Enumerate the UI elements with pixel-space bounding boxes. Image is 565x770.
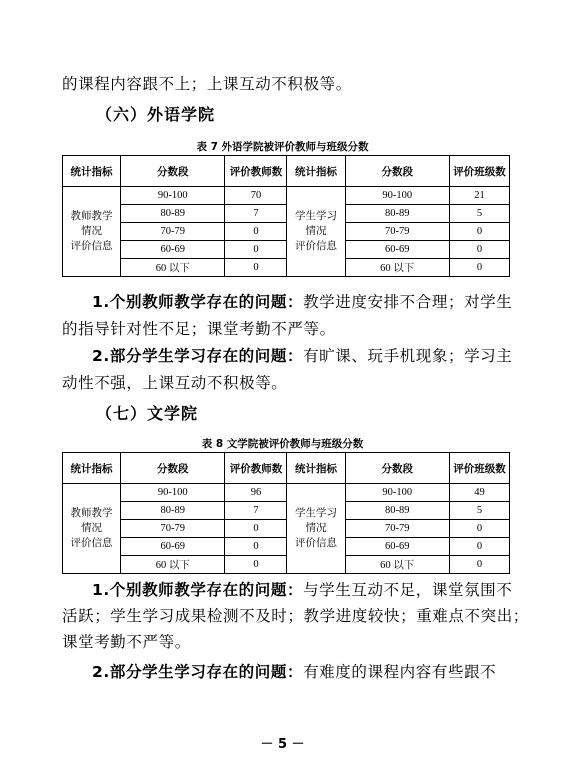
table-row	[63, 223, 510, 241]
paragraph-teacher-issues-cont: 的指导针对性不足；课堂考勤不严等。	[62, 320, 336, 338]
issue-text: 教学进度安排不合理；对学生	[303, 293, 513, 311]
teacher-count: 0	[225, 241, 287, 259]
teacher-count: 7	[225, 502, 287, 520]
score-range: 80-89	[121, 502, 225, 520]
label-line: 学生学习	[295, 211, 338, 222]
table-row	[63, 556, 510, 574]
header-stat: 统计指标	[287, 156, 345, 187]
class-count: 0	[449, 556, 509, 574]
table-row	[63, 241, 510, 259]
score-range: 90-100	[121, 187, 225, 205]
header-stat: 统计指标	[63, 156, 121, 187]
header-score: 分数段	[345, 156, 449, 187]
score-range: 90-100	[121, 484, 225, 502]
header-stat: 统计指标	[287, 453, 345, 484]
score-range: 70-79	[345, 520, 449, 538]
table-row	[63, 259, 510, 277]
label-line: 教师教学	[70, 508, 113, 519]
table-header-row	[63, 156, 510, 187]
table-row	[63, 538, 510, 556]
score-range: 70-79	[121, 520, 225, 538]
score-range: 60 以下	[345, 259, 449, 277]
teacher-count: 0	[225, 223, 287, 241]
paragraph-continuation: 的课程内容跟不上；上课互动不积极等。	[62, 75, 352, 93]
label-line: 情况	[305, 523, 327, 534]
label-line: 评价信息	[70, 241, 113, 252]
paragraph-teacher-issues	[92, 579, 512, 601]
paragraph-student-issues	[92, 661, 496, 683]
teacher-count: 96	[225, 484, 287, 502]
teacher-count: 0	[225, 259, 287, 277]
score-range: 60-69	[121, 538, 225, 556]
score-range: 70-79	[345, 223, 449, 241]
class-count: 5	[449, 205, 509, 223]
table-caption-7: 表 7 外语学院被评价教师与班级分数	[196, 141, 369, 153]
student-eval-label	[287, 484, 345, 574]
section-heading-foreign-languages: （六）外语学院	[96, 105, 216, 124]
issue-title: 1.个别教师教学存在的问题：	[92, 581, 304, 599]
header-class-count: 评价班级数	[449, 453, 509, 484]
teacher-count: 0	[225, 556, 287, 574]
label-line: 情况	[305, 226, 327, 237]
table-row	[63, 502, 510, 520]
paragraph-teacher-issues-cont: 课堂考勤不严等。	[62, 633, 191, 651]
header-class-count: 评价班级数	[449, 156, 509, 187]
label-line: 教师教学	[70, 211, 113, 222]
score-range: 60-69	[345, 538, 449, 556]
score-range: 80-89	[121, 205, 225, 223]
paragraph-student-issues	[92, 345, 512, 367]
label-line: 评价信息	[70, 538, 113, 549]
issue-title: 2.部分学生学习存在的问题：	[92, 663, 304, 681]
label-line: 情况	[81, 226, 103, 237]
header-score: 分数段	[121, 156, 225, 187]
score-range: 60-69	[121, 241, 225, 259]
score-range: 80-89	[345, 205, 449, 223]
table-caption-8: 表 8 文学院被评价教师与班级分数	[201, 438, 364, 450]
header-teacher-count: 评价教师数	[225, 453, 287, 484]
class-count: 5	[449, 502, 509, 520]
table-row	[63, 520, 510, 538]
table-header-row	[63, 453, 510, 484]
header-score: 分数段	[345, 453, 449, 484]
score-table-8	[62, 452, 510, 574]
table-row	[63, 484, 510, 502]
class-count: 0	[449, 259, 509, 277]
issue-text: 有旷课、玩手机现象；学习主	[303, 347, 513, 365]
score-range: 90-100	[345, 484, 449, 502]
paragraph-teacher-issues	[92, 291, 512, 313]
issue-title: 2.部分学生学习存在的问题：	[92, 347, 304, 365]
score-range: 60 以下	[121, 556, 225, 574]
header-teacher-count: 评价教师数	[225, 156, 287, 187]
class-count: 0	[449, 520, 509, 538]
header-stat: 统计指标	[63, 453, 121, 484]
class-count: 21	[449, 187, 509, 205]
teacher-count: 7	[225, 205, 287, 223]
teacher-eval-label	[63, 187, 121, 277]
paragraph-student-issues-cont: 动性不强，上课互动不积极等。	[62, 374, 288, 392]
label-line: 情况	[81, 523, 103, 534]
student-eval-label	[287, 187, 345, 277]
teacher-eval-label	[63, 484, 121, 574]
page-number: － 5 －	[260, 737, 305, 752]
issue-title: 1.个别教师教学存在的问题：	[92, 293, 304, 311]
label-line: 学生学习	[295, 508, 338, 519]
class-count: 49	[449, 484, 509, 502]
label-line: 评价信息	[295, 538, 338, 549]
issue-text: 与学生互动不足，课堂氛围不	[303, 581, 513, 599]
label-line: 评价信息	[295, 241, 338, 252]
score-range: 60 以下	[121, 259, 225, 277]
class-count: 0	[449, 241, 509, 259]
section-heading-literature: （七）文学院	[96, 404, 199, 423]
score-range: 60 以下	[345, 556, 449, 574]
score-range: 90-100	[345, 187, 449, 205]
score-range: 60-69	[345, 241, 449, 259]
teacher-count: 0	[225, 520, 287, 538]
table-row	[63, 187, 510, 205]
issue-text: 有难度的课程内容有些跟不	[303, 663, 497, 681]
class-count: 0	[449, 538, 509, 556]
score-table-7	[62, 155, 510, 277]
teacher-count: 70	[225, 187, 287, 205]
class-count: 0	[449, 223, 509, 241]
score-range: 70-79	[121, 223, 225, 241]
teacher-count: 0	[225, 538, 287, 556]
score-range: 80-89	[345, 502, 449, 520]
header-score: 分数段	[121, 453, 225, 484]
paragraph-teacher-issues-cont: 活跃；学生学习成果检测不及时；教学进度较快；重难点不突出；	[62, 607, 529, 625]
table-row	[63, 205, 510, 223]
